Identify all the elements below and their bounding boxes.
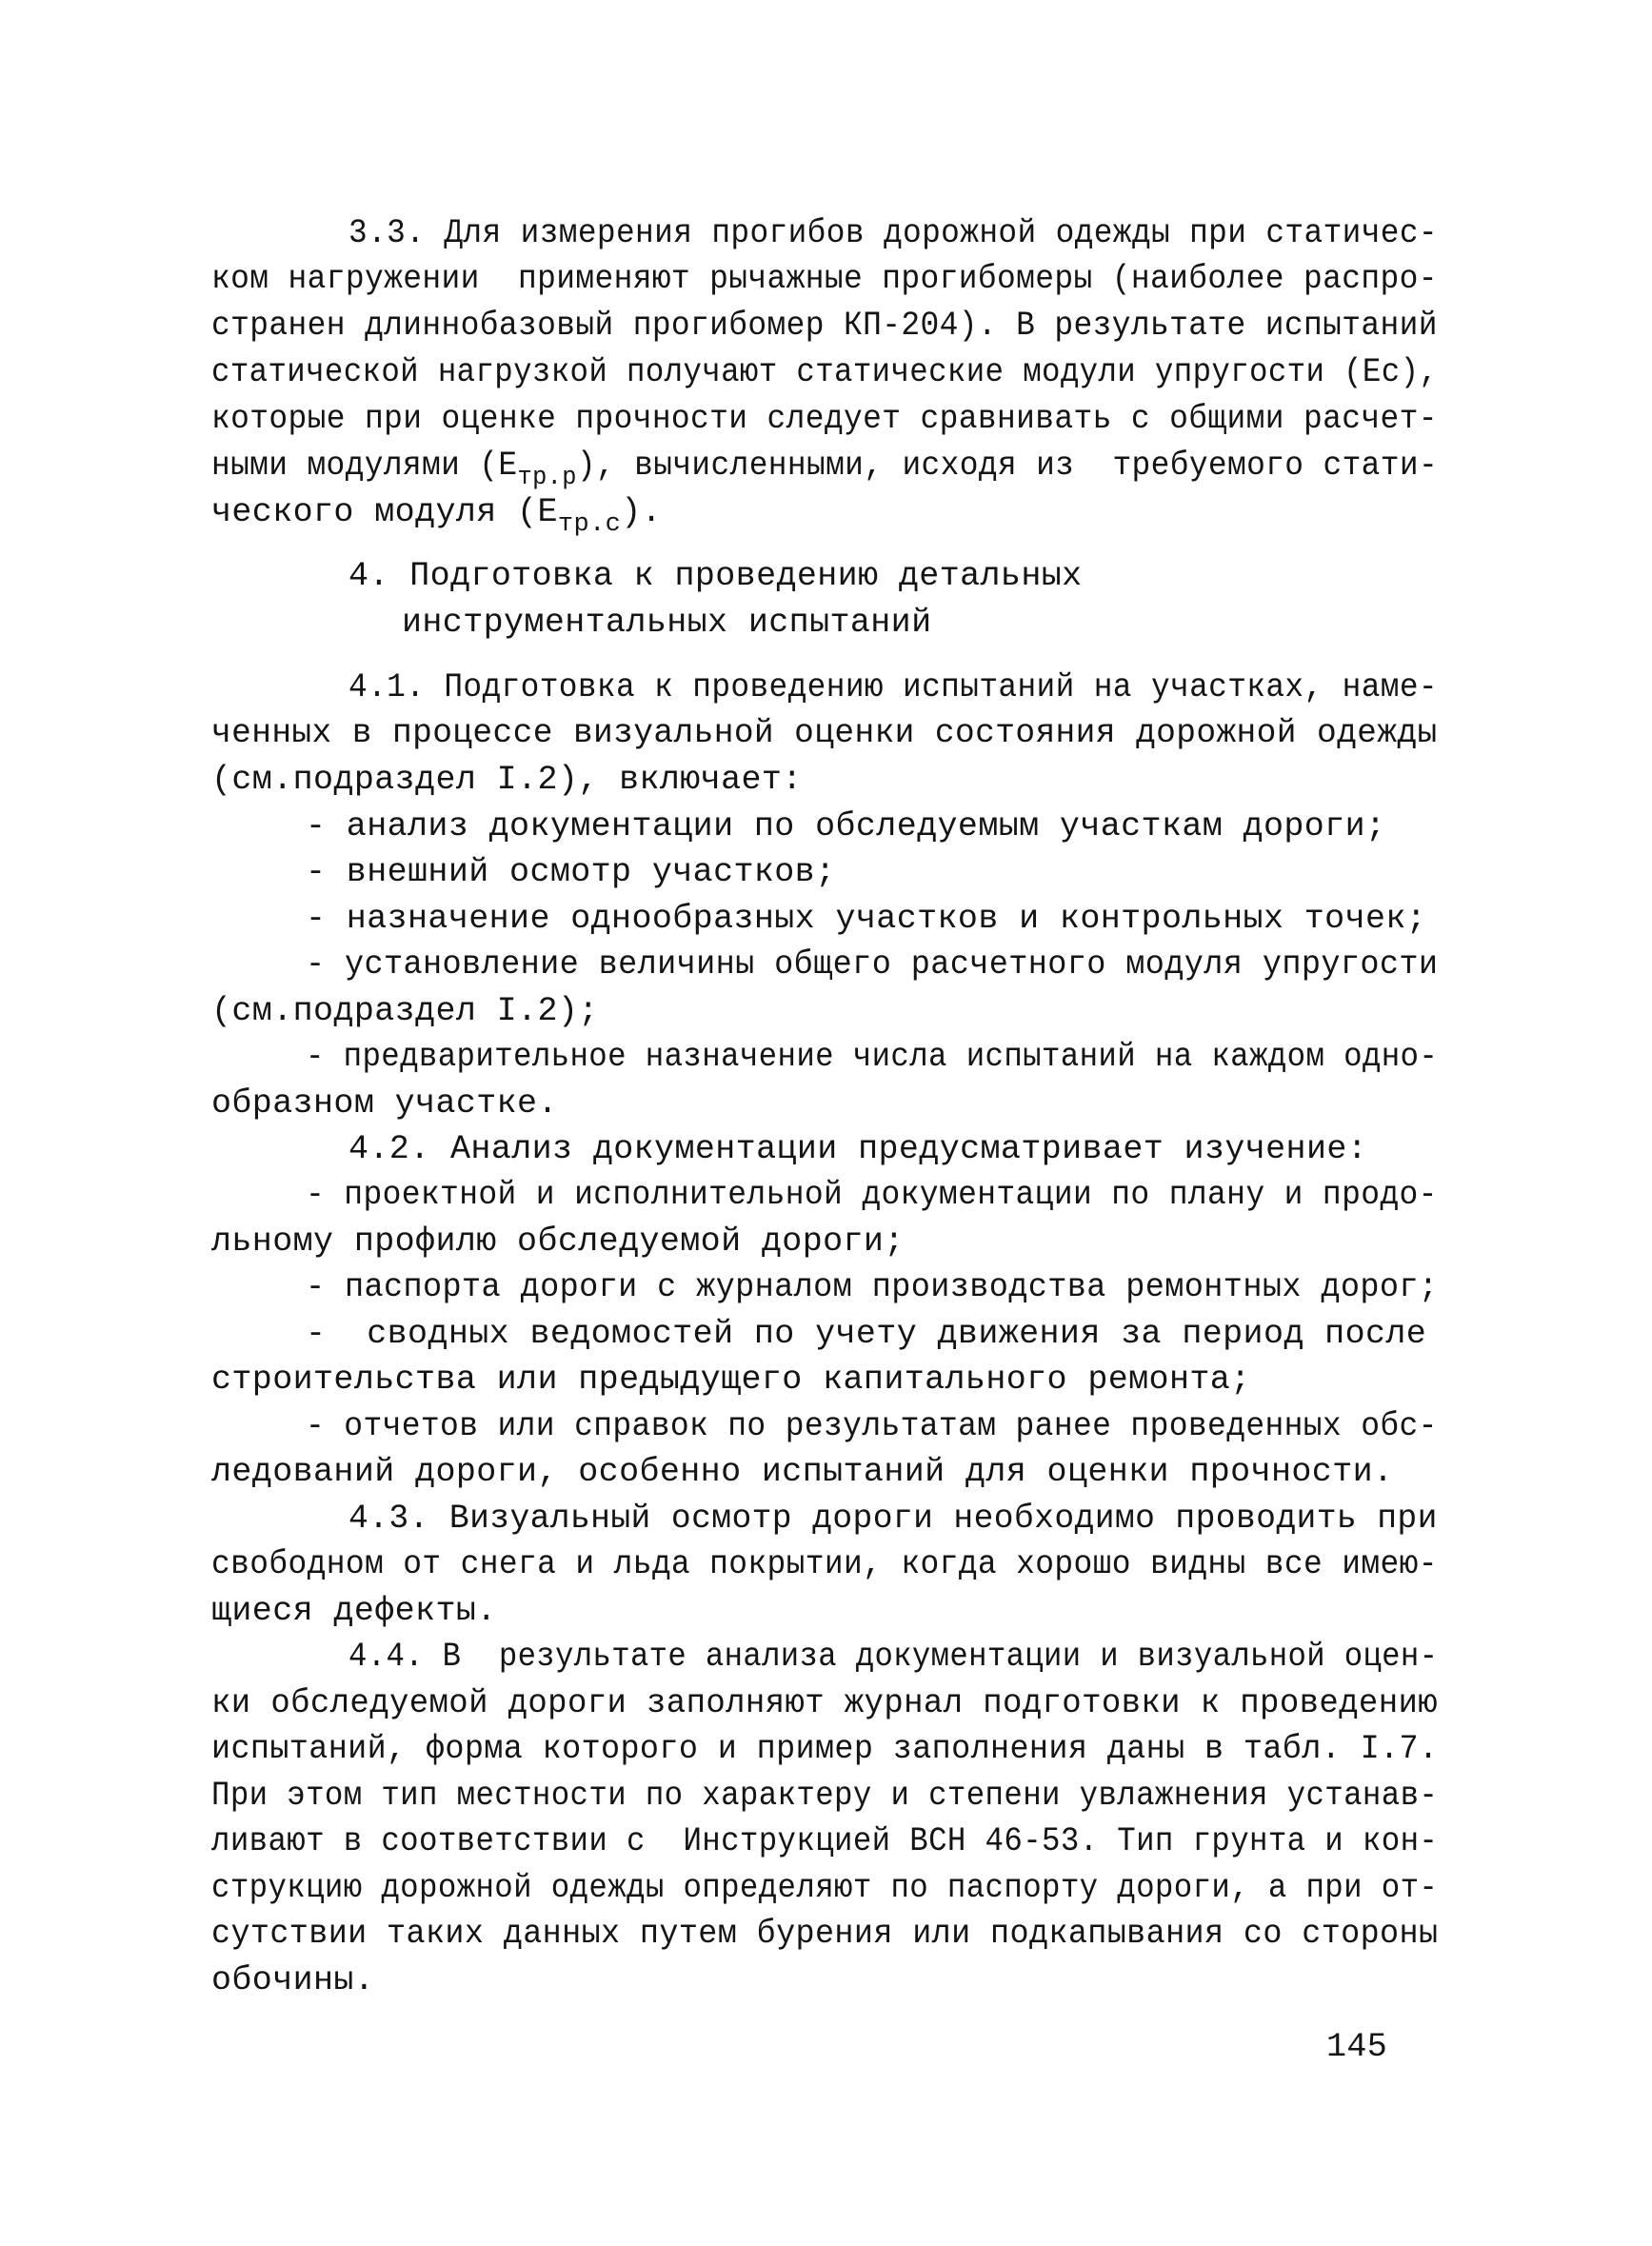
list-item: - внешний осмотр участков;	[306, 853, 836, 891]
list-item: - назначение однообразных участков и контрольных точек;	[306, 900, 1427, 938]
list-item: - проектной и исполнительной документации по плану и продо-	[306, 1176, 1438, 1214]
section-heading: инструментальных испытаний	[402, 604, 932, 642]
text-line: 4.3. Визуальный осмотр дороги необходимо проводить при	[348, 1500, 1438, 1538]
page-number: 145	[1326, 2028, 1388, 2066]
subscript: тр.р	[517, 464, 577, 492]
list-item: - предварительное назначение числа испытаний на каждом одно-	[306, 1038, 1439, 1076]
text-line-formula: ными модулями $(Е_{тр.р})$, вычисленными, исходя из требуемого стати-	[211, 447, 1439, 492]
section-heading: 4. Подготовка к проведению детальных	[348, 557, 1083, 595]
text-line: сутствии таких данных путем бурения или подкапывания со стороны	[211, 1915, 1439, 1953]
text-line: (см.подраздел I.2), включает:	[211, 761, 803, 799]
text-line: льному профилю обследуемой дороги;	[211, 1222, 905, 1261]
text-line: образном участке.	[211, 1084, 558, 1123]
text-line: При этом тип местности по характеру и степени увлажнения устанав-	[211, 1777, 1439, 1815]
list-item: - сводных ведомостей по учету движения за период после	[306, 1315, 1427, 1353]
text-line: щиеся дефекты.	[211, 1592, 497, 1630]
text-line: ки обследуемой дороги заполняют журнал подготовки к проведению	[211, 1684, 1439, 1722]
text-line: 4.1. Подготовка к проведению испытаний на участках, наме-	[348, 668, 1438, 706]
list-item: - анализ документации по обследуемым участкам дороги;	[306, 807, 1386, 845]
text-line: ледований дороги, особенно испытаний для оценки прочности.	[211, 1453, 1394, 1491]
text-line: странен длиннобазовый прогибомер КП-204). В результате испытаний	[211, 307, 1438, 345]
list-item: - отчетов или справок по результатам ранее проведенных обс-	[306, 1407, 1438, 1445]
text-line: испытаний, форма которого и пример заполнения даны в табл. I.7.	[211, 1730, 1439, 1768]
text-line: 4.4. В результате анализа документации и визуальной оцен-	[348, 1638, 1439, 1676]
text-line-formula: ческого модуля $(Е_{тр.с})$.	[211, 493, 663, 539]
text-line: ченных в процессе визуальной оценки состояния дорожной одежды	[211, 714, 1438, 752]
list-item: - паспорта дороги с журналом производства ремонтных дорог;	[306, 1268, 1439, 1306]
text-line: строительства или предыдущего капитального ремонта;	[211, 1361, 1251, 1399]
subscript: тр.с	[557, 510, 622, 539]
text-line: статической нагрузкой получают статические модули упругости (Ес),	[211, 353, 1439, 391]
text-line: ком нагружении применяют рычажные прогибомеры (наиболее распро-	[211, 260, 1438, 298]
text-line: обочины.	[211, 1961, 375, 1999]
list-item: - установление величины общего расчетного модуля упругости	[306, 945, 1439, 984]
text-line: ливают в соответствии с Инструкцией ВСН 46-53. Тип грунта и кон-	[211, 1822, 1439, 1860]
text-line: (см.подраздел I.2);	[211, 992, 599, 1030]
text-line: 3.3. Для измерения прогибов дорожной одежды при статичес-	[348, 214, 1438, 252]
text-line: 4.2. Анализ документации предусматривает изучение:	[348, 1130, 1368, 1168]
text-line: свободном от снега и льда покрытии, когда хорошо видны все имею-	[211, 1545, 1438, 1583]
text-line: которые при оценке прочности следует сравнивать с общими расчет-	[211, 400, 1438, 438]
text-line: струкцию дорожной одежды определяют по паспорту дороги, а при от-	[211, 1869, 1439, 1907]
